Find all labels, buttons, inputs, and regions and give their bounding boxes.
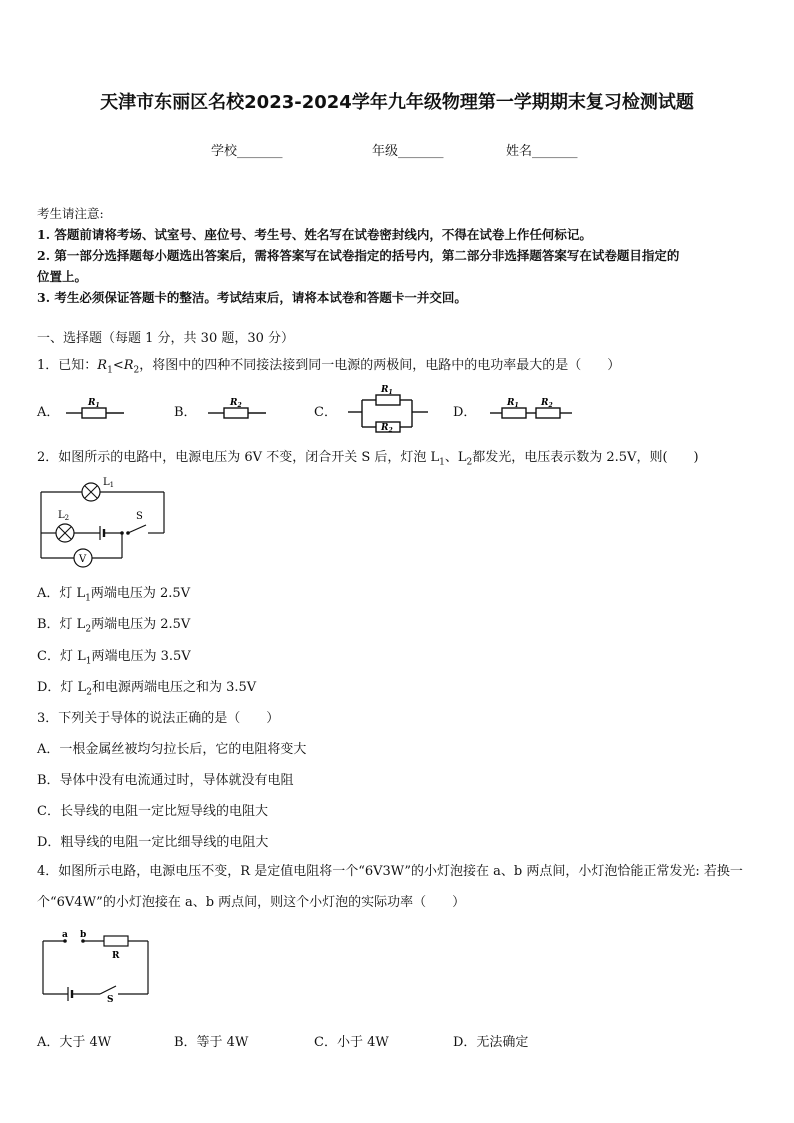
q1a-label: $R_1$: [88, 398, 100, 409]
q2-label-v: V: [79, 554, 87, 565]
q1-option-d[interactable]: D．: [453, 405, 477, 420]
grade-field[interactable]: 年级_______: [372, 144, 444, 159]
q1-option-b[interactable]: B．: [174, 405, 197, 420]
q1-r1: R: [97, 358, 108, 373]
q1c-label-r2: $R_2$: [381, 423, 393, 434]
notice-item-2-cont: 位置上。: [37, 269, 88, 284]
q2-option-d[interactable]: D．灯 $L_2$和电源两端电压之和为 3.5V: [37, 680, 257, 698]
q2-stem-mid: 、L: [444, 450, 467, 465]
q2-l1-sub: 1: [439, 457, 445, 468]
exam-notice: [37, 203, 762, 308]
q1-figure-d: [488, 393, 574, 423]
q1-option-c[interactable]: C．: [314, 405, 337, 420]
question-3-stem: 3．下列关于导体的说法正确的是（ ）: [37, 711, 280, 726]
q4-label-a: a: [62, 930, 68, 940]
name-field[interactable]: 姓名_______: [506, 144, 578, 159]
q1-figure-c: [346, 383, 430, 437]
q2-option-a[interactable]: A．灯 $L_1$两端电压为 2.5V: [37, 586, 191, 604]
q1b-label: $R_2$: [230, 398, 242, 409]
switch-icon: [128, 525, 146, 533]
q4-option-d[interactable]: D．无法确定: [453, 1035, 529, 1050]
school-field[interactable]: 学校_______: [211, 144, 283, 159]
q2-label-s: S: [136, 511, 143, 522]
q1-r2: R: [123, 358, 134, 373]
question-2-stem: [37, 446, 699, 468]
q1-stem-end: ，将图中的四种不同接法接到同一电源的两极间，电路中的电功率最大的是（ ）: [139, 358, 621, 373]
q2-l2-sub: 2: [466, 457, 473, 468]
resistor-r-icon: [104, 936, 128, 946]
q3-option-a[interactable]: A．一根金属丝被均匀拉长后，它的电阻将变大: [37, 742, 307, 757]
notice-heading: 考生请注意:: [37, 206, 104, 221]
q2-option-c[interactable]: C．灯 $L_1$两端电压为 3.5V: [37, 649, 191, 667]
section-heading: 一、选择题（每题 1 分，共 30 题，30 分）: [37, 331, 295, 346]
q1-figure-b: [206, 393, 268, 423]
q1-less-than: <: [112, 358, 124, 373]
q1-r2-sub: 2: [133, 365, 140, 376]
q4-circuit-figure: [38, 926, 152, 1002]
q2-stem-start: 2．如图所示的电路中，电源电压为 6V 不变，闭合开关 S 后，灯泡 L: [37, 450, 440, 465]
q3-option-b[interactable]: B．导体中没有电流通过时，导体就没有电阻: [37, 773, 294, 788]
q1-option-a[interactable]: A．: [37, 405, 60, 420]
q1-r1-sub: 1: [107, 365, 113, 376]
page-title: 天津市东丽区名校2023-2024学年九年级物理第一学期期末复习检测试题: [100, 92, 694, 113]
q1c-label-r1: $R_1$: [381, 385, 393, 396]
q1d-label-r2: $R_2$: [541, 398, 553, 409]
question-1-stem: [37, 354, 620, 376]
q2-label-l2: $L_2$: [58, 510, 70, 522]
notice-item-1: 1. 答题前请将考场、试室号、座位号、考生号、姓名写在试卷密封线内，不得在试卷上作任何标记。: [37, 227, 592, 242]
q2-stem-end: 都发光，电压表示数为 2.5V，则( ): [472, 450, 699, 465]
q3-option-c[interactable]: C．长导线的电阻一定比短导线的电阻大: [37, 804, 268, 819]
q4-switch-icon: [100, 986, 116, 994]
q2-circuit-figure: [36, 472, 170, 572]
q4-label-s: S: [107, 995, 114, 1002]
q2-label-l1: $L_1$: [103, 477, 115, 489]
notice-item-3: 3. 考生必须保证答题卡的整洁。考试结束后，请将本试卷和答题卡一并交回。: [37, 290, 467, 305]
q4-option-b[interactable]: B．等于 4W: [174, 1035, 249, 1050]
q2-option-b[interactable]: B．灯 $L_2$两端电压为 2.5V: [37, 617, 191, 635]
q4-label-r: R: [112, 951, 120, 961]
q4-option-a[interactable]: A．大于 4W: [37, 1035, 112, 1050]
q4-label-b: b: [80, 930, 87, 940]
q1-figure-a: [64, 393, 126, 423]
question-4-stem: 4．如图所示电路，电源电压不变，R 是定值电阻将一个“6V3W”的小灯泡接在 a、b 两点间，小灯泡恰能正常发光: 若换一个“6V4W”的小灯泡接在 a、b 两点间，则这个小灯泡的实际功率（ ）: [37, 864, 743, 910]
q4-option-c[interactable]: C．小于 4W: [314, 1035, 389, 1050]
q3-option-d[interactable]: D．粗导线的电阻一定比细导线的电阻大: [37, 835, 269, 850]
notice-item-2: 2. 第一部分选择题每小题选出答案后，需将答案写在试卷指定的括号内，第二部分非选择题答案写在试卷题目指定的: [37, 248, 680, 263]
q1-stem-start: 1．已知：: [37, 358, 98, 373]
q1d-label-r1: $R_1$: [507, 398, 519, 409]
student-info-row: [0, 140, 794, 160]
